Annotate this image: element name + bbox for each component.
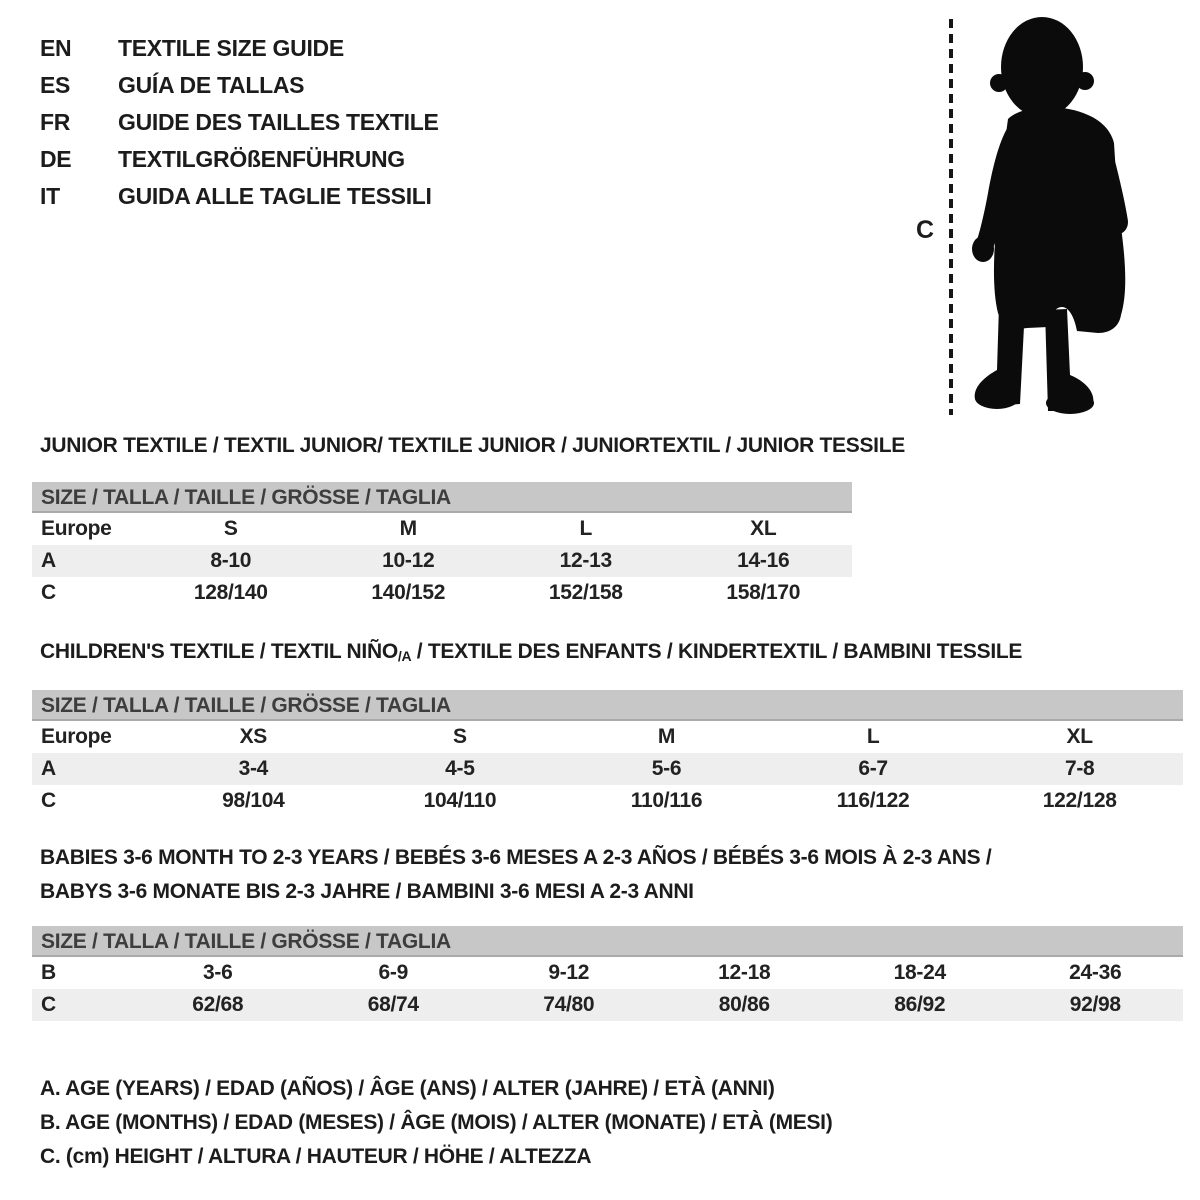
junior-section-title: JUNIOR TEXTILE / TEXTIL JUNIOR/ TEXTILE JUNIOR / JUNIORTEXTIL / JUNIOR TESSILE bbox=[40, 434, 905, 457]
language-label: GUIDE DES TAILLES TEXTILE bbox=[118, 109, 439, 135]
language-label: GUÍA DE TALLAS bbox=[118, 72, 305, 98]
height-cell: 62/68 bbox=[192, 993, 244, 1016]
language-row bbox=[40, 104, 439, 141]
row-label: C bbox=[41, 993, 56, 1016]
toddler-silhouette bbox=[900, 14, 1150, 418]
language-label: TEXTILGRÖßENFÜHRUNG bbox=[118, 146, 405, 172]
footnote-age-months: B. AGE (MONTHS) / EDAD (MESES) / ÂGE (MOIS) / ALTER (MONATE) / ETÀ (MESI) bbox=[40, 1111, 833, 1134]
footnote-age-years: A. AGE (YEARS) / EDAD (AÑOS) / ÂGE (ANS) / ALTER (JAHRE) / ETÀ (ANNI) bbox=[40, 1077, 775, 1100]
table-row bbox=[32, 577, 852, 609]
height-cell: 122/128 bbox=[1042, 789, 1117, 812]
footnote-height-cm: C. (cm) HEIGHT / ALTURA / HAUTEUR / HÖHE / ALTEZZA bbox=[40, 1145, 592, 1168]
children-title-sub: /A bbox=[397, 648, 412, 664]
language-label: TEXTILE SIZE GUIDE bbox=[118, 35, 344, 61]
height-cell: 128/140 bbox=[193, 581, 268, 604]
age-cell: 12-18 bbox=[718, 961, 771, 984]
age-cell: 12-13 bbox=[559, 549, 612, 572]
table-row bbox=[32, 785, 1183, 817]
table-row bbox=[32, 753, 1183, 785]
age-cell: 18-24 bbox=[893, 961, 946, 984]
age-cell: 9-12 bbox=[548, 961, 590, 984]
language-label: GUIDA ALLE TAGLIE TESSILI bbox=[118, 183, 432, 209]
size-header-bar: SIZE / TALLA / TAILLE / GRÖSSE / TAGLIA bbox=[32, 482, 852, 513]
language-row bbox=[40, 30, 439, 67]
size-cell: XS bbox=[239, 725, 267, 748]
age-cell: 24-36 bbox=[1069, 961, 1122, 984]
language-code: EN bbox=[40, 35, 72, 61]
language-code: ES bbox=[40, 72, 71, 98]
age-cell: 14-16 bbox=[737, 549, 790, 572]
row-label: C bbox=[41, 789, 56, 812]
age-cell: 4-5 bbox=[445, 757, 475, 780]
row-label: Europe bbox=[41, 725, 112, 748]
language-list bbox=[40, 30, 439, 215]
age-cell: 8-10 bbox=[210, 549, 252, 572]
height-cell: 116/122 bbox=[836, 789, 910, 812]
babies-section-title-line1: BABIES 3-6 MONTH TO 2-3 YEARS / BEBÉS 3-6 MESES A 2-3 AÑOS / BÉBÉS 3-6 MOIS À 2-3 ANS / bbox=[40, 846, 992, 869]
size-cell: XL bbox=[750, 517, 777, 540]
age-cell: 6-7 bbox=[858, 757, 888, 780]
children-title-post: / TEXTILE DES ENFANTS / KINDERTEXTIL / BAMBINI TESSILE bbox=[411, 640, 1023, 663]
babies-size-table bbox=[32, 926, 1183, 1021]
height-cell: 92/98 bbox=[1069, 993, 1121, 1016]
language-code: DE bbox=[40, 146, 72, 172]
size-cell: S bbox=[223, 517, 238, 540]
height-cell: 74/80 bbox=[543, 993, 595, 1016]
footnotes bbox=[40, 1072, 832, 1174]
children-title-pre: CHILDREN'S TEXTILE / TEXTIL NIÑO bbox=[40, 640, 398, 663]
age-cell: 3-4 bbox=[238, 757, 269, 780]
height-cell: 104/110 bbox=[423, 789, 497, 812]
table-row bbox=[32, 513, 852, 545]
size-header-bar: SIZE / TALLA / TAILLE / GRÖSSE / TAGLIA bbox=[32, 690, 1183, 721]
language-row bbox=[40, 67, 439, 104]
size-cell: M bbox=[399, 517, 417, 540]
age-cell: 7-8 bbox=[1064, 757, 1095, 780]
language-row bbox=[40, 178, 439, 215]
table-row bbox=[32, 545, 852, 577]
age-cell: 3-6 bbox=[203, 961, 233, 984]
size-cell: L bbox=[866, 725, 880, 748]
table-row bbox=[32, 957, 1183, 989]
language-row bbox=[40, 141, 439, 178]
height-cell: 152/158 bbox=[548, 581, 623, 604]
row-label: A bbox=[41, 549, 56, 572]
height-cell: 140/152 bbox=[371, 581, 446, 604]
height-cell: 158/170 bbox=[726, 581, 801, 604]
row-label: Europe bbox=[41, 517, 112, 540]
table-row bbox=[32, 989, 1183, 1021]
height-cell: 68/74 bbox=[367, 993, 419, 1016]
size-cell: S bbox=[453, 725, 467, 748]
table-row bbox=[32, 721, 1183, 753]
size-header-bar: SIZE / TALLA / TAILLE / GRÖSSE / TAGLIA bbox=[32, 926, 1183, 957]
language-code: FR bbox=[40, 109, 71, 135]
age-cell: 5-6 bbox=[651, 757, 682, 780]
junior-size-table bbox=[32, 482, 852, 609]
size-cell: XL bbox=[1066, 725, 1093, 748]
row-label: A bbox=[41, 757, 56, 780]
height-measure-label: C bbox=[916, 216, 934, 244]
row-label: B bbox=[41, 961, 56, 984]
height-measurement-figure bbox=[900, 14, 1150, 418]
size-cell: M bbox=[657, 725, 676, 748]
height-cell: 110/116 bbox=[630, 789, 703, 812]
height-cell: 80/86 bbox=[718, 993, 770, 1016]
age-cell: 6-9 bbox=[378, 961, 408, 984]
children-size-table bbox=[32, 690, 1183, 817]
size-cell: L bbox=[579, 517, 593, 540]
height-cell: 86/92 bbox=[894, 993, 946, 1016]
babies-section-title-line2: BABYS 3-6 MONATE BIS 2-3 JAHRE / BAMBINI 3-6 MESI A 2-3 ANNI bbox=[40, 880, 694, 903]
age-cell: 10-12 bbox=[382, 549, 435, 572]
children-section-title bbox=[40, 640, 1022, 664]
row-label: C bbox=[41, 581, 56, 604]
language-code: IT bbox=[40, 183, 60, 209]
height-cell: 98/104 bbox=[222, 789, 285, 812]
